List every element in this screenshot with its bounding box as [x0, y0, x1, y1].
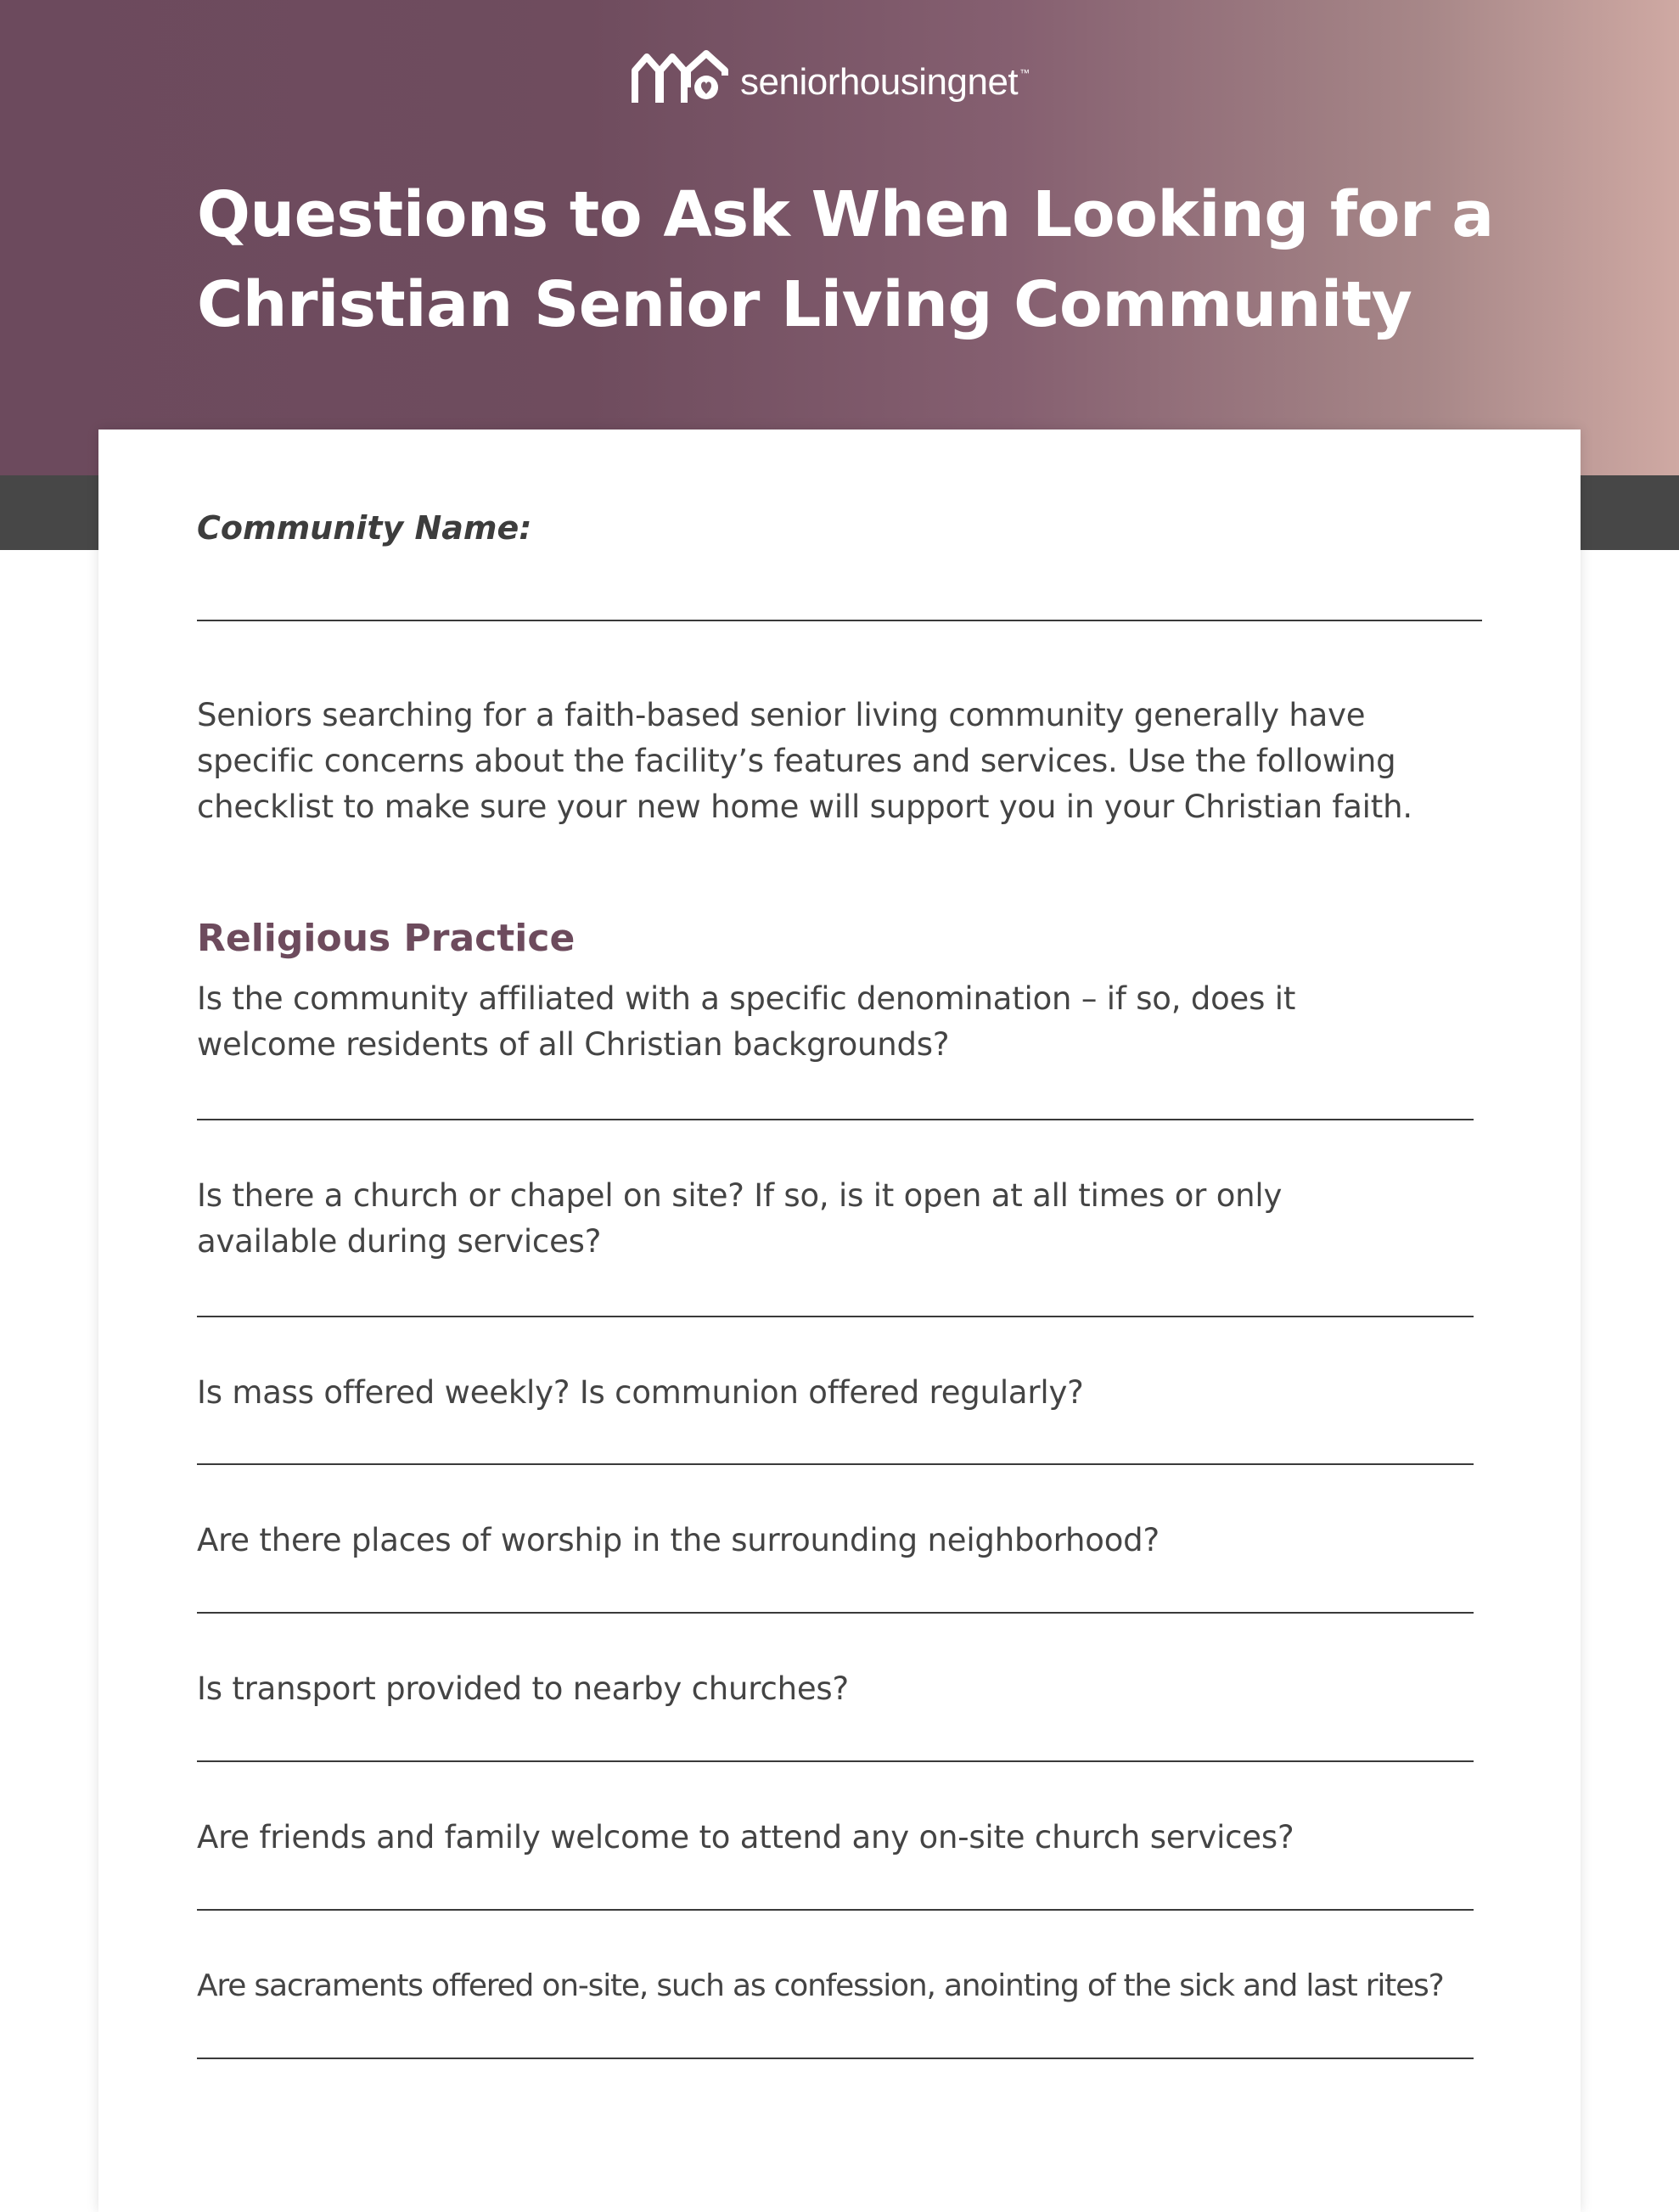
- question-5-line-1: Is transport provided to nearby churches?: [197, 1670, 849, 1707]
- answer-line-2[interactable]: [197, 1316, 1474, 1317]
- question-3: [197, 1370, 1521, 1416]
- page-title-line-1: Questions to Ask When Looking for a: [197, 178, 1494, 251]
- question-7-line-1: Are sacraments offered on-site, such as confession, anointing of the sick and last rites?: [197, 1968, 1444, 2003]
- question-6-line-1: Are friends and family welcome to attend any on-site church services?: [197, 1819, 1294, 1855]
- intro-line-3: checklist to make sure your new home will support you in your Christian faith.: [197, 789, 1412, 825]
- question-5: [197, 1666, 1521, 1712]
- trademark-symbol: ™: [1019, 67, 1030, 79]
- intro-line-1: Seniors searching for a faith-based senior living community generally have: [197, 697, 1366, 733]
- page-title: [197, 170, 1521, 350]
- answer-line-5[interactable]: [197, 1760, 1474, 1762]
- community-name-field[interactable]: [197, 620, 1482, 621]
- question-3-line-1: Is mass offered weekly? Is communion offered regularly?: [197, 1374, 1084, 1411]
- intro-paragraph: [197, 693, 1521, 830]
- intro-line-2: specific concerns about the facility’s features and services. Use the following: [197, 743, 1396, 779]
- answer-line-4[interactable]: [197, 1612, 1474, 1614]
- question-2-line-1: Is there a church or chapel on site? If so, is it open at all times or only: [197, 1177, 1283, 1214]
- community-name-label: Community Name:: [197, 509, 532, 547]
- question-4-line-1: Are there places of worship in the surrounding neighborhood?: [197, 1522, 1160, 1558]
- brand-name: seniorhousingnet: [740, 61, 1019, 103]
- page-title-line-2: Christian Senior Living Community: [197, 268, 1412, 341]
- section-title-religious-practice: Religious Practice: [197, 917, 576, 960]
- question-1: [197, 976, 1521, 1068]
- house-rooftops-icon: [632, 50, 737, 104]
- brand-logo[interactable]: [632, 48, 1030, 107]
- answer-line-6[interactable]: [197, 1909, 1474, 1911]
- question-2-line-2: available during services?: [197, 1223, 602, 1260]
- question-1-line-1: Is the community affiliated with a specific denomination – if so, does it: [197, 980, 1296, 1017]
- answer-line-1[interactable]: [197, 1119, 1474, 1120]
- question-2: [197, 1173, 1521, 1265]
- answer-line-3[interactable]: [197, 1463, 1474, 1465]
- question-4: [197, 1518, 1521, 1564]
- question-7: [197, 1963, 1572, 2009]
- answer-line-7[interactable]: [197, 2058, 1474, 2059]
- question-6: [197, 1815, 1521, 1861]
- question-1-line-2: welcome residents of all Christian backgrounds?: [197, 1026, 950, 1063]
